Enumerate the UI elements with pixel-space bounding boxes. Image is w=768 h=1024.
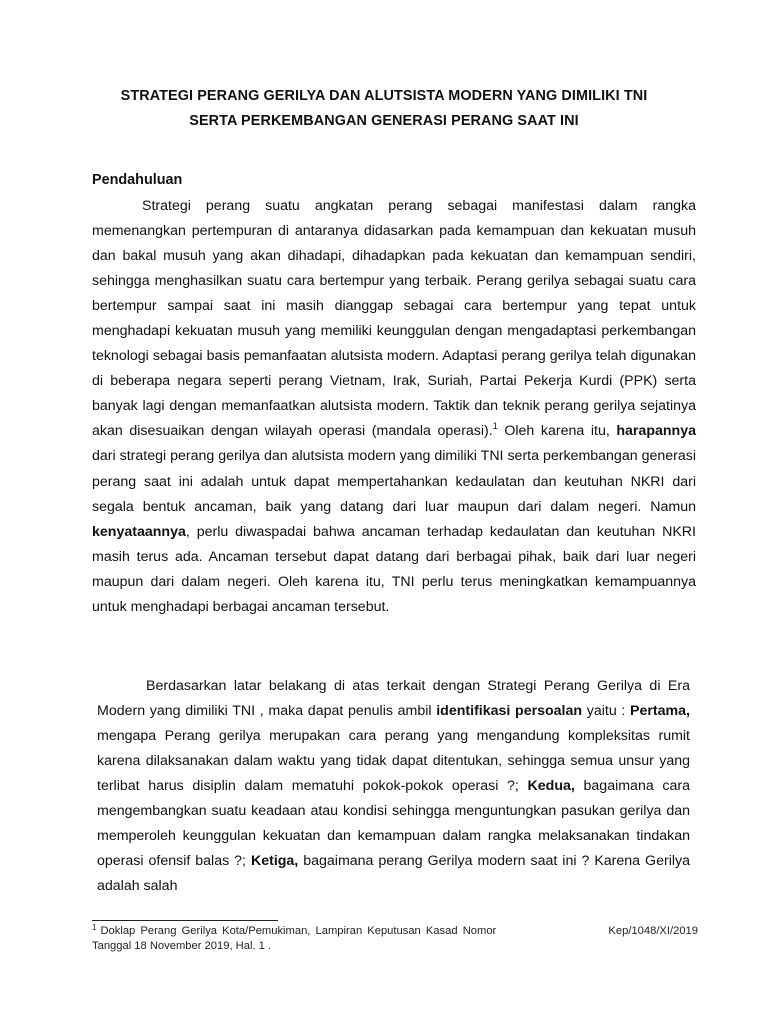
footnote-number: 1 [92,923,97,932]
document-title-line-2: SERTA PERKEMBANGAN GENERASI PERANG SAAT INI [189,113,579,129]
paragraph-introduction [92,194,696,620]
emphasis-text: kenyataannya [92,523,186,540]
paragraph-text: Strategi perang suatu angkatan perang sebagai manifestasi dalam rangka memenangkan pertempuran di antaranya didasarkan pada kemampuan dan kekuatan musuh dan bakal musuh yang akan dihadapi, dihadapkan pada kekuatan dan kemampuan sendiri, sehingga menghasilkan suatu cara bertempur yang terbaik. Perang gerilya sebagai suatu cara bertempur sampai saat ini masih dianggap sebagai cara bertempur yang tepat untuk menghadapi kekuatan musuh yang memiliki keunggulan dengan mengadaptasi perkembangan teknologi sebagai basis pemanfaatan alutsista modern. Adaptasi perang gerilya telah digunakan di beberapa negara seperti perang Vietnam, Irak, Suriah, Partai Pekerja Kurdi (PPK) serta banyak lagi dengan memanfaatkan alutsista modern. Taktik dan teknik perang gerilya sejatinya akan disesuaikan dengan wilayah operasi (mandala operasi). [92,198,696,440]
paragraph-text: bagaimana cara mengembangkan suatu keadaan atau kondisi sehingga menguntungkan pasukan gerilya dan memperoleh keunggulan kekuatan dan kemampuan dalam rangka melaksanakan tindakan operasi ofensif balas ?; [97,778,690,870]
paragraph-text: Berdasarkan latar belakang di atas terkait dengan Strategi Perang Gerilya di Era Modern yang dimiliki TNI , maka dapat penulis ambil [97,678,690,720]
paragraph-text: bagaimana perang Gerilya modern saat ini ? Karena Gerilya adalah salah [97,853,690,895]
paragraph-problem-identification [97,674,690,899]
emphasis-text: harapannya [616,423,696,440]
footnote-line-1 [92,924,698,939]
footnote [92,924,698,953]
paragraph-text: Oleh karena itu, [497,423,617,440]
paragraph-text: , perlu diwaspadai bahwa ancaman terhadap kedaulatan dan keutuhan NKRI masih terus ada. Ancaman tersebut dapat datang dari berbagai pihak, baik dari luar negeri maupun dari dalam negeri. Oleh karena itu, TNI perlu terus meningkatkan kemampuannya untuk menghadapi berbagai ancaman tersebut. [92,523,696,615]
footnote-decree-number: Kep/1048/XI/2019 [608,925,698,937]
paragraph-text: dari strategi perang gerilya dan alutsista modern yang dimiliki TNI serta perkembangan generasi perang saat ini adalah untuk dapat mempertahankan kedaulatan dan keutuhan NKRI dari segala bentuk ancaman, baik yang datang dari luar maupun dari dalam negeri. Namun [92,448,696,515]
paragraph-text: mengapa Perang gerilya merupakan cara perang yang mengandung kompleksitas rumit karena dilaksanakan dalam waktu yang tidak dapat ditentukan, sehingga semua unsur yang terlibat harus disiplin dalam mematuhi pokok-pokok operasi ?; [97,728,690,795]
footnote-separator [92,920,278,921]
emphasis-text: Pertama, [630,703,690,720]
emphasis-text: Kedua, [527,778,575,795]
footnote-text: Doklap Perang Gerilya Kota/Pemukiman, Lampiran Keputusan Kasad Nomor [100,925,497,937]
footnote-citation [92,924,496,939]
footnote-reference[interactable]: 1 [492,421,498,432]
emphasis-text: Ketiga, [250,853,299,870]
paragraph-text: yaitu : [582,703,631,720]
document-title-line-1: STRATEGI PERANG GERILYA DAN ALUTSISTA MODERN YANG DIMILIKI TNI [120,88,648,104]
emphasis-text: identifikasi persoalan [436,703,583,720]
footnote-line-2: Tanggal 18 November 2019, Hal. 1 . [92,939,272,952]
section-heading: Pendahuluan [92,172,183,188]
